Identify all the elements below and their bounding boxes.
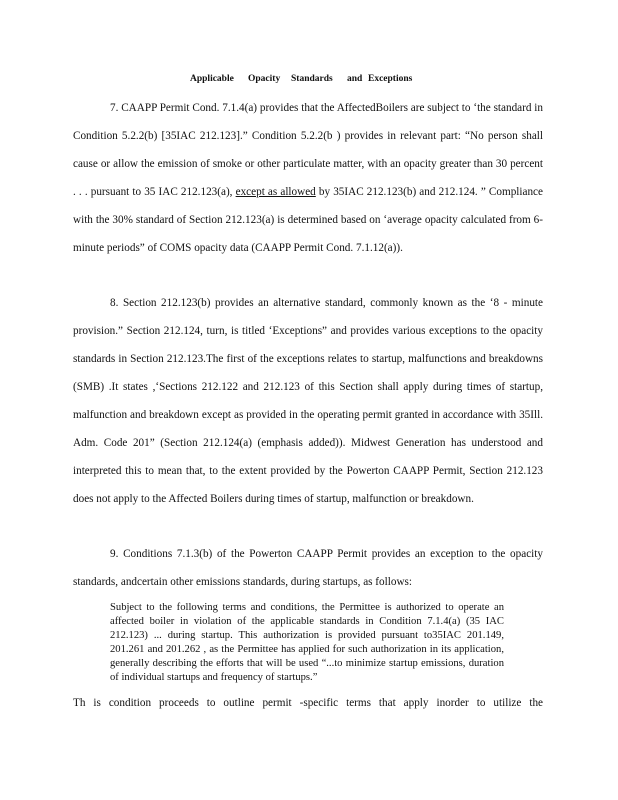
paragraph-7-text-end: by 35IAC 212.123(b) and 212.124. ” Compliance with the 30% standard of Section 212.123(a) is determined based on ‘average opacity calculated from 6-minute periods” of COMS opacity data (CAAPP Permit Cond. 7.1.12(a)). — [73, 186, 543, 254]
paragraph-9: 9. Conditions 7.1.3(b) of the Powerton CAAPP Permit provides an exception to the opacity standards, andcertain other emissions standards, during startups, as follows: — [73, 548, 543, 588]
paragraph-7 — [73, 94, 543, 262]
underlined-phrase: except as allowed — [235, 186, 316, 198]
heading-word: Exceptions — [368, 74, 413, 84]
heading-word: Standards — [291, 74, 333, 84]
paragraph-7-text: 7. CAAPP Permit Cond. 7.1.4(a) provides that the AffectedBoilers are subject to ‘the standard in Condition 5.2.2(b) [35IAC 212.123].” Condition 5.2.2(b ) provides in relevant part: “No person shall cause or allow the emission of smoke or other particulate matter, with an opacity greater than 30 percent . . . pursuant to 35 IAC 212.123(a), — [73, 102, 543, 198]
heading-word: Opacity — [248, 74, 281, 84]
paragraph-8: 8. Section 212.123(b) provides an alternative standard, commonly known as the ‘8 - minute provision.” Section 212.124, turn, is titled ‘Exceptions” and provides various exceptions to the opacity standards in Section 212.123.The first of the exceptions relates to startup, malfunctions and breakdowns (SMB) .It states ,‘Sections 212.122 and 212.123 of this Section shall apply during times of startup, malfunction and breakdown except as provided in the operating permit granted in accordance with 35Ill. Adm. Code 201” (Section 212.124(a) (emphasis added)). Midwest Generation has understood and interpreted this to mean that, to the extent provided by the Powerton CAAPP Permit, Section 212.123 does not apply to the Affected Boilers during times of startup, malfunction or breakdown. — [73, 297, 543, 505]
block-quote: Subject to the following terms and conditions, the Permittee is authorized to operate an affected boiler in violation of the applicable standards in Condition 7.1.4(a) (35 IAC 212.123) ... during startup. This authorization is provided pursuant to35IAC 201.149, 201.261 and 201.262 , as the Permittee has applied for such authorization in its application, generally describing the efforts that will be used “...to minimize startup emissions, duration of individual startups and frequency of startups.” — [110, 602, 504, 683]
continuation-line: Th is condition proceeds to outline permit -specific terms that apply inorder to utilize the — [73, 697, 543, 709]
heading-word: and — [347, 74, 363, 84]
heading-word: Applicable — [190, 74, 234, 84]
